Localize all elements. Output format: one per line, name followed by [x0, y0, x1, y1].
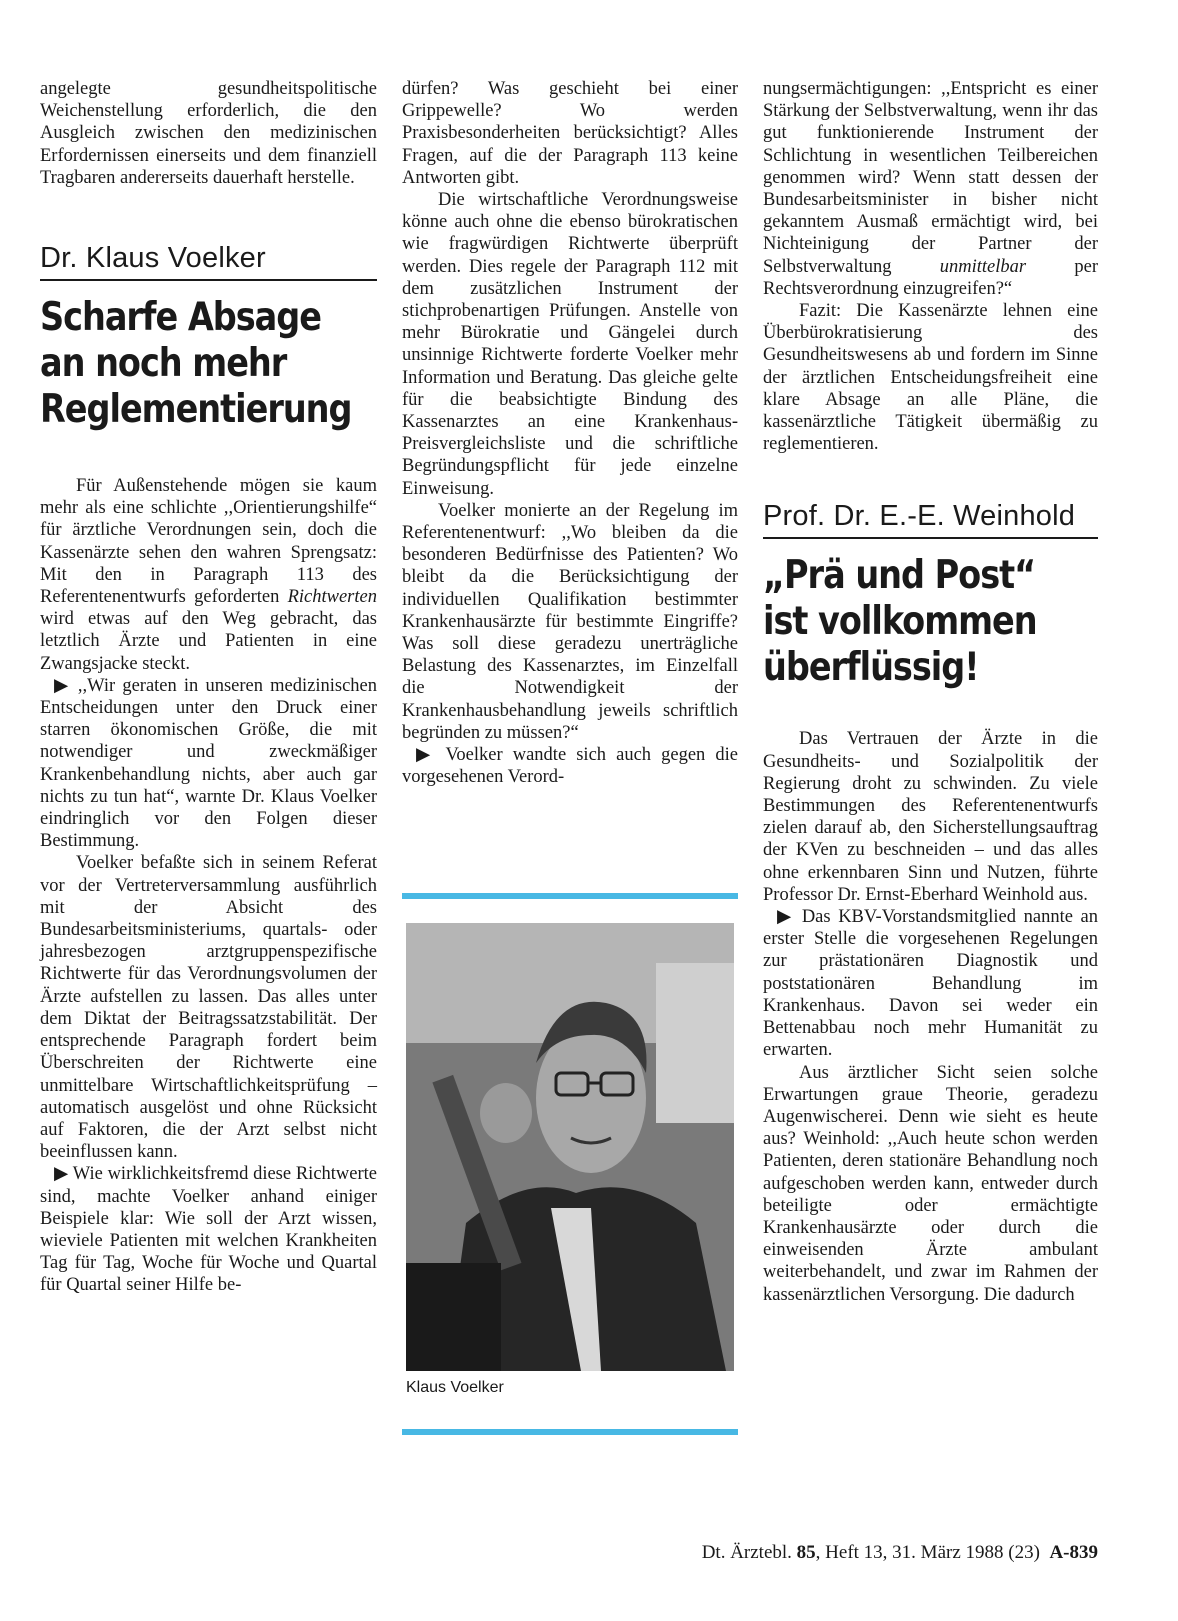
headline-line: „Prä und Post“ [763, 553, 1036, 599]
paragraph: Die wirtschaftliche Verordnungsweise könne auch ohne die ebenso bürokratischen wie fragwürdigen Richtwerte überprüft werden. Dies regele der Paragraph 112 mit dem zusätzlichen Instrument der stichprobenartigen Prüfungen. Anstelle von mehr Bürokratie und Gängelei durch unsinnige Richtwerte forderte Voelker mehr Information und Beratung. Das gleiche gelte für die beabsichtigte Bindung des Kassenarztes an eine Krankenhaus-Preisvergleichsliste und die schriftliche Begründungspflicht für jede einzelne Einweisung. [402, 190, 738, 499]
section-author-voelker: Dr. Klaus Voelker [40, 241, 377, 281]
paragraph: Fazit: Die Kassenärzte lehnen eine Überbürokratisierung des Gesundheitswesens ab und fordern im Sinne der ärztlichen Entscheidungsfreiheit eine klare Absage an alle Pläne, die kassenärztliche Tätigkeit übermäßig zu reglementieren. [763, 301, 1098, 455]
headline-line: Reglementierung [40, 387, 352, 433]
text-run: wird etwas auf den Weg gebracht, das letztlich Ärzte und Patienten in eine Zwangsjacke steckt. [40, 609, 377, 674]
headline-weinhold [763, 553, 1051, 728]
bottom-accent-rule [402, 1429, 738, 1435]
portrait-illustration [406, 923, 734, 1371]
emphasis: unmittelbar [939, 256, 1027, 277]
paragraph [763, 78, 1098, 300]
paragraph [40, 475, 377, 675]
headline-line: an noch mehr [40, 341, 287, 387]
text-run: Für Außenstehende mögen sie kaum mehr als eine schlichte ,,Orientierungshilfe“ für ärztliche Verordnungen sein, doch die Kassenärzte sehen den wahren Sprengsatz: Mit den in Paragraph 113 des Referentenentwurfs geforderten [40, 476, 377, 608]
text-run: nungsermächtigungen: ,,Entspricht es einer Stärkung der Selbstverwaltung, wenn ihr das gut funktionierende Instrument der Schlichtung in wesentlichen Teilbereichen genommen wird? Wenn statt dessen der Bundesarbeitsminister in bisher nicht gekanntem Ausmaß ermächtigt wird, bei Nichteinigung der Partner der Selbstverwaltung [763, 79, 1098, 277]
paragraph: dürfen? Was geschieht bei einer Grippewelle? Wo werden Praxisbesonderheiten berücksichtigt? Alles Fragen, auf die der Paragraph 113 keine Antworten gibt. [402, 79, 738, 188]
emphasis: Richtwerten [287, 587, 377, 608]
top-accent-rule [402, 893, 738, 899]
column-3 [763, 78, 1098, 1306]
page-number: A-839 [1049, 1542, 1098, 1563]
portrait-photo [406, 923, 734, 1371]
paragraph: Voelker monierte an der Regelung im Referentenentwurf: ,,Wo bleiben da die besonderen Bedürfnisse des Patienten? Wo bleibt da die Berücksichtigung der individuellen Qualifikation bestimmter Krankenhausärzte für bestimmte Eingriffe? Was soll diese geradezu unerträgliche Belastung des Kassenarztes, im Einzelfall die Notwendigkeit der Krankenhausbehandlung jeweils schriftlich begründen zu müssen?“ [402, 500, 738, 743]
column-1 [40, 78, 377, 1297]
volume-number: 85 [796, 1542, 816, 1563]
headline-line: überflüssig! [763, 645, 979, 691]
journal-name: Dt. Ärztebl. [701, 1542, 797, 1563]
headline-voelker [40, 295, 352, 475]
photo-caption: Klaus Voelker [406, 1379, 504, 1396]
column-2 [402, 78, 738, 789]
paragraph: ▶ Wie wirklichkeitsfremd diese Richtwerte sind, machte Voelker anhand einiger Beispiele klar: Wie soll der Arzt wissen, wieviele Patienten mit welchen Krankheiten Tag für Tag, Woche für Woche und Quartal für Quartal seiner Hilfe be- [40, 1164, 377, 1296]
paragraph: ▶ Voelker wandte sich auch gegen die vorgesehenen Verord- [402, 745, 738, 788]
paragraph: Das Vertrauen der Ärzte in die Gesundheits- und Sozialpolitik der Regierung droht zu schwinden. Zu viele Bestimmungen des Referentenentwurfs zielen darauf ab, den Sicherstellungsauftrag der KVen zu beschneiden – und das alles ohne erkennbaren Sinn und Nutzen, führte Professor Dr. Ernst-Eberhard Weinhold aus. [763, 729, 1098, 905]
headline-line: ist vollkommen [763, 599, 1037, 645]
issue-info: , Heft 13, 31. März 1988 (23) [815, 1542, 1040, 1563]
paragraph: ▶ ,,Wir geraten in unseren medizinischen Entscheidungen unter den Druck einer starren ökonomischen Größe, die mit notwendiger und zweckmäßiger Krankenbehandlung nichts, aber auch gar nichts zu tun hat“, warnte Dr. Klaus Voelker eindringlich vor den Folgen dieser Bestimmung. [40, 675, 377, 852]
paragraph: angelegte gesundheitspolitische Weichenstellung erforderlich, die den Ausgleich zwischen den medizinischen Erfordernissen einerseits und dem finanziell Tragbaren andererseits dauerhaft herstelle. [40, 79, 377, 188]
page-footer [702, 1542, 1098, 1564]
headline-line: Scharfe Absage [40, 295, 321, 341]
section-author-weinhold: Prof. Dr. E.-E. Weinhold [763, 499, 1098, 539]
paragraph: Aus ärztlicher Sicht seien solche Erwartungen graue Theorie, geradezu Augenwischerei. Denn wie sieht es heute aus? Weinhold: ,,Auch heute schon werden Patienten, deren stationäre Behandlung noch aufgeschoben werden kann, entweder durch beteiligte oder ermächtigte Krankenhausärzte oder durch die einweisenden Ärzte ambulant weiterbehandelt, und zwar im Rahmen der kassenärztlichen Versorgung. Die dadurch [763, 1062, 1098, 1305]
paragraph: ▶ Das KBV-Vorstandsmitglied nannte an erster Stelle die vorgesehenen Regelungen zur prästationären Diagnostik und poststationären Behandlung im Krankenhaus. Davon sei weder ein Bettenabbau noch mehr Humanität zu erwarten. [763, 907, 1098, 1061]
text-run: per Rechtsverordnung einzugreifen?“ [763, 256, 1099, 299]
photo-box [402, 893, 738, 1435]
paragraph: Voelker befaßte sich in seinem Referat vor der Vertreterversammlung ausführlich mit der Absicht des Bundesarbeitsministeriums, quartals- oder jahresbezogen arztgruppenspezifische Richtwerte für das Verordnungsvolumen der Ärzte aufstellen zu lassen. Das alles unter dem Diktat der Beitragssatzstabilität. Der entsprechende Paragraph fordert beim Überschreiten der Richtwerte eine unmittelbare Wirtschaftlichkeitsprüfung – automatisch ausgelöst und ohne Rücksicht auf Faktoren, die der Arzt selbst nicht beeinflussen kann. [40, 853, 377, 1163]
